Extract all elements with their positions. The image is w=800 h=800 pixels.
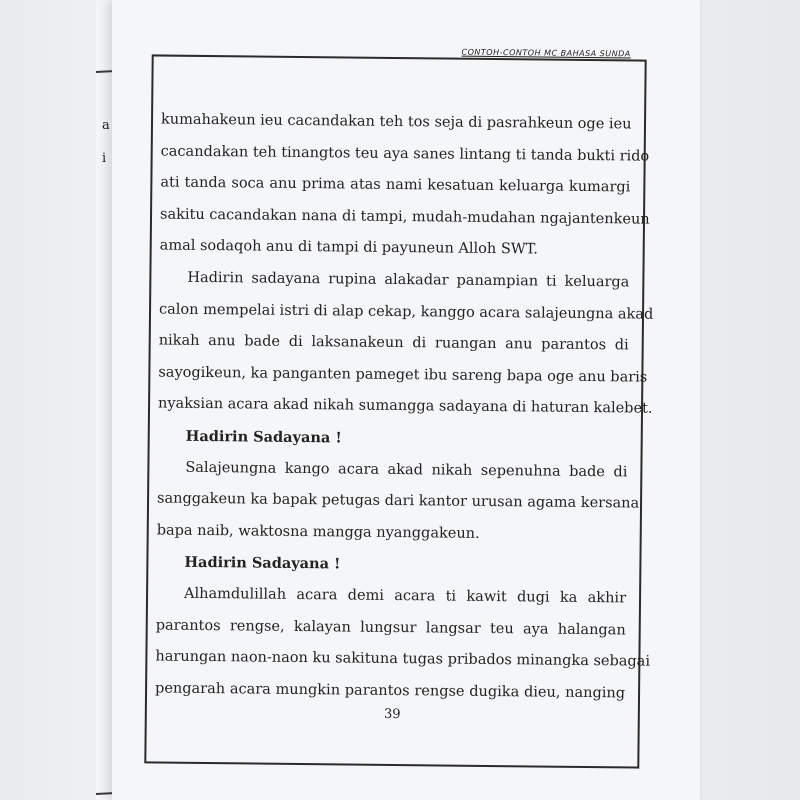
text-line: parantos rengse, kalayan lungsur langsar teu aya halangan (155, 617, 626, 638)
book-page (112, 0, 700, 800)
paragraph-2 (157, 262, 654, 425)
text-line: amal sodaqoh anu di tampi di payuneun Alloh SWT. (159, 237, 538, 258)
text-line: cacandakan teh tinangtos teu aya sanes lintang ti tanda bukti rido (160, 143, 650, 165)
text-line: harungan naon-naon ku sakituna tugas pribados minangka sebagai (155, 648, 651, 670)
text-line: sakitu cacandakan nana di tampi, mudah-mudahan ngajantenkeun (159, 206, 650, 228)
section-heading: Hadirin Sadayana ! (184, 554, 341, 573)
text-line: calon mempelai istri di alap cekap, kanggo acara salajeungna akad (158, 301, 654, 323)
running-header: CONTOH-CONTOH MC BAHASA SUNDA (461, 47, 631, 59)
facing-page-letter: a (102, 118, 110, 133)
text-line: Hadirin sadayana rupina alakadar panampian ti keluarga (187, 269, 630, 291)
text-line: Alhamdulillah acara demi acara ti kawit dugi ka akhir (183, 585, 627, 607)
text-line: sanggakeun ka bapak petugas dari kantor urusan agama kersana (156, 490, 640, 512)
text-line: bapa naib, waktosna mangga nyanggakeun. (156, 522, 480, 542)
page-number: 39 (383, 706, 401, 723)
facing-page-letter: i (102, 151, 107, 166)
text-line: ati tanda soca anu prima atas nami kesatuan keluarga kumargi (160, 174, 631, 196)
paragraph-3 (156, 452, 640, 552)
page-border (144, 47, 654, 768)
section-heading: Hadirin Sadayana ! (185, 427, 342, 447)
paragraph-1 (159, 105, 650, 268)
page-body (155, 105, 654, 710)
text-line: nikah anu bade di laksanakeun di ruangan anu parantos di (158, 332, 629, 354)
paragraph-4 (155, 578, 651, 709)
text-line: nyaksian acara akad nikah sumangga sadayana di haturan kalebet. (157, 395, 653, 418)
text-line: sayogikeun, ka panganten pameget ibu sareng bapa oge anu baris (158, 364, 648, 386)
text-line: Salajeungna kango acara akad nikah sepenuhna bade di (185, 459, 628, 480)
text-line: kumahakeun ieu cacandakan teh tos seja di pasrahkeun oge ieu (160, 111, 632, 133)
text-line: pengarah acara mungkin parantos rengse dugika dieu, nanging (155, 680, 626, 702)
